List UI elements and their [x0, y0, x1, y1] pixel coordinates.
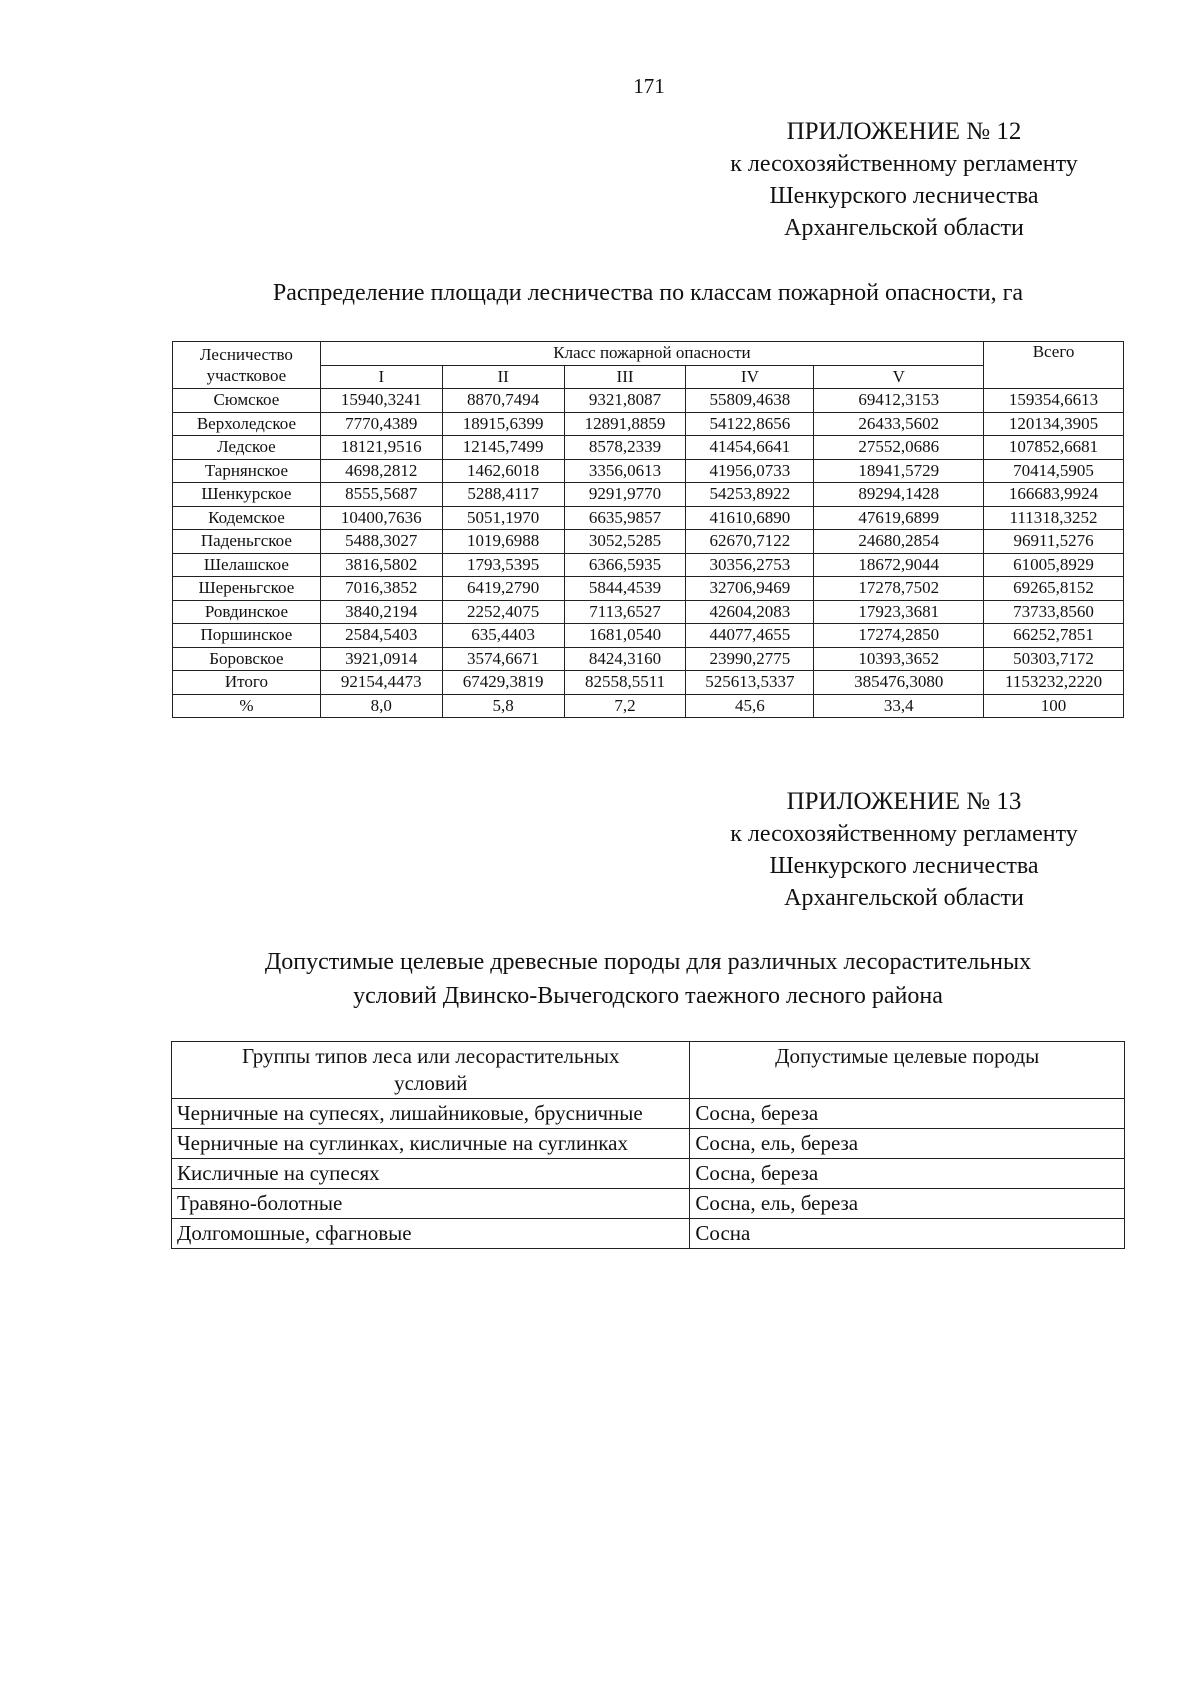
table-row	[173, 671, 1124, 695]
area-value: 6635,9857	[564, 506, 686, 530]
area-value: 47619,6899	[814, 506, 984, 530]
forestry-name: Верхоледское	[173, 412, 321, 436]
table-row	[172, 1189, 1125, 1219]
table-row	[173, 553, 1124, 577]
target-species: Сосна, ель, береза	[690, 1129, 1125, 1159]
area-value: 8578,2339	[564, 436, 686, 460]
table-row	[173, 577, 1124, 601]
header-fire-class: Класс пожарной опасности	[320, 342, 983, 366]
row-total: 50303,7172	[984, 647, 1124, 671]
area-value: 18941,5729	[814, 459, 984, 483]
table-row	[173, 506, 1124, 530]
appendix-title: ПРИЛОЖЕНИЕ № 12	[786, 118, 1022, 145]
area-value: 385476,3080	[814, 671, 984, 695]
area-value: 6366,5935	[564, 553, 686, 577]
area-value: 8424,3160	[564, 647, 686, 671]
area-value: 24680,2854	[814, 530, 984, 554]
area-value: 23990,2775	[686, 647, 814, 671]
area-value: 17278,7502	[814, 577, 984, 601]
area-value: 8870,7494	[442, 389, 564, 413]
row-total: 96911,5276	[984, 530, 1124, 554]
forest-group: Долгомошные, сфагновые	[172, 1219, 690, 1249]
area-value: 7770,4389	[320, 412, 442, 436]
area-value: 5844,4539	[564, 577, 686, 601]
row-total: 70414,5905	[984, 459, 1124, 483]
area-value: 1681,0540	[564, 624, 686, 648]
area-value: 1462,6018	[442, 459, 564, 483]
area-value: 89294,1428	[814, 483, 984, 507]
area-value: 17923,3681	[814, 600, 984, 624]
forestry-name: Шенкурское	[173, 483, 321, 507]
area-value: 69412,3153	[814, 389, 984, 413]
area-value: 5051,1970	[442, 506, 564, 530]
page-number: 171	[633, 74, 665, 98]
header-total: Всего	[984, 342, 1124, 389]
area-value: 6419,2790	[442, 577, 564, 601]
header-class-i: I	[320, 365, 442, 389]
header-forestry: Лесничество участковое	[173, 342, 321, 389]
row-total: 73733,8560	[984, 600, 1124, 624]
area-value: 12891,8859	[564, 412, 686, 436]
forestry-name: Итого	[173, 671, 321, 695]
appendix-line: к лесохозяйственному регламенту	[730, 821, 1078, 847]
table-row	[172, 1219, 1125, 1249]
table-row	[173, 389, 1124, 413]
caption-line: Допустимые целевые древесные породы для различных лесорастительных	[264, 949, 1032, 975]
area-value: 54253,8922	[686, 483, 814, 507]
fire-danger-table	[172, 341, 1124, 718]
area-value: 18672,9044	[814, 553, 984, 577]
area-value: 45,6	[686, 694, 814, 718]
area-value: 17274,2850	[814, 624, 984, 648]
area-value: 1793,5395	[442, 553, 564, 577]
caption-line: условий Двинско-Вычегодского таежного лесного района	[353, 983, 943, 1009]
header-forest-groups: Группы типов леса или лесорастительных условий	[172, 1042, 690, 1099]
target-species: Сосна, береза	[690, 1099, 1125, 1129]
row-total: 61005,8929	[984, 553, 1124, 577]
area-value: 3840,2194	[320, 600, 442, 624]
appendix-line: к лесохозяйственному регламенту	[730, 151, 1078, 177]
species-table-caption	[172, 945, 1124, 1013]
table-row	[173, 530, 1124, 554]
area-value: 525613,5337	[686, 671, 814, 695]
target-species: Сосна	[690, 1219, 1125, 1249]
row-total: 120134,3905	[984, 412, 1124, 436]
area-value: 18121,9516	[320, 436, 442, 460]
table-row	[173, 412, 1124, 436]
appendix-line: Шенкурского лесничества	[769, 183, 1039, 209]
area-value: 8,0	[320, 694, 442, 718]
forest-group: Кисличные на супесях	[172, 1159, 690, 1189]
forestry-name: Поршинское	[173, 624, 321, 648]
area-value: 15940,3241	[320, 389, 442, 413]
area-value: 33,4	[814, 694, 984, 718]
area-value: 7113,6527	[564, 600, 686, 624]
forest-group: Травяно-болотные	[172, 1189, 690, 1219]
forestry-name: Сюмское	[173, 389, 321, 413]
header-target-species: Допустимые целевые породы	[690, 1042, 1125, 1099]
area-value: 67429,3819	[442, 671, 564, 695]
area-value: 26433,5602	[814, 412, 984, 436]
area-value: 9321,8087	[564, 389, 686, 413]
area-value: 54122,8656	[686, 412, 814, 436]
header-class-ii: II	[442, 365, 564, 389]
table-row	[173, 459, 1124, 483]
area-value: 1019,6988	[442, 530, 564, 554]
forestry-name: %	[173, 694, 321, 718]
target-species: Сосна, ель, береза	[690, 1189, 1125, 1219]
row-total: 111318,3252	[984, 506, 1124, 530]
forestry-name: Тарнянское	[173, 459, 321, 483]
area-value: 4698,2812	[320, 459, 442, 483]
area-value: 5,8	[442, 694, 564, 718]
forest-group: Черничные на суглинках, кисличные на суглинках	[172, 1129, 690, 1159]
area-value: 3356,0613	[564, 459, 686, 483]
row-total: 69265,8152	[984, 577, 1124, 601]
area-value: 7,2	[564, 694, 686, 718]
appendix-12-heading	[684, 116, 1124, 244]
fire-table-caption: Распределение площади лесничества по классам пожарной опасности, га	[272, 280, 1024, 306]
table-row	[173, 624, 1124, 648]
appendix-line: Архангельской области	[784, 215, 1024, 241]
area-value: 62670,7122	[686, 530, 814, 554]
area-value: 635,4403	[442, 624, 564, 648]
area-value: 3574,6671	[442, 647, 564, 671]
area-value: 44077,4655	[686, 624, 814, 648]
table-row	[173, 600, 1124, 624]
area-value: 5288,4117	[442, 483, 564, 507]
area-value: 10400,7636	[320, 506, 442, 530]
forestry-name: Ледское	[173, 436, 321, 460]
table-row	[172, 1129, 1125, 1159]
area-value: 5488,3027	[320, 530, 442, 554]
area-value: 12145,7499	[442, 436, 564, 460]
forestry-name: Паденьгское	[173, 530, 321, 554]
area-value: 2252,4075	[442, 600, 564, 624]
area-value: 41956,0733	[686, 459, 814, 483]
row-total: 100	[984, 694, 1124, 718]
area-value: 2584,5403	[320, 624, 442, 648]
area-value: 82558,5511	[564, 671, 686, 695]
target-species-table	[171, 1041, 1125, 1249]
appendix-13-heading	[684, 786, 1124, 914]
forestry-name: Ровдинское	[173, 600, 321, 624]
area-value: 27552,0686	[814, 436, 984, 460]
forestry-name: Кодемское	[173, 506, 321, 530]
area-value: 32706,9469	[686, 577, 814, 601]
appendix-line: Архангельской области	[784, 885, 1024, 911]
area-value: 8555,5687	[320, 483, 442, 507]
area-value: 10393,3652	[814, 647, 984, 671]
forestry-name: Шелашское	[173, 553, 321, 577]
area-value: 9291,9770	[564, 483, 686, 507]
forest-group: Черничные на супесях, лишайниковые, брусничные	[172, 1099, 690, 1129]
table-row	[173, 436, 1124, 460]
row-total: 166683,9924	[984, 483, 1124, 507]
area-value: 42604,2083	[686, 600, 814, 624]
area-value: 7016,3852	[320, 577, 442, 601]
row-total: 1153232,2220	[984, 671, 1124, 695]
area-value: 3052,5285	[564, 530, 686, 554]
area-value: 55809,4638	[686, 389, 814, 413]
area-value: 92154,4473	[320, 671, 442, 695]
table-row	[172, 1099, 1125, 1129]
appendix-line: Шенкурского лесничества	[769, 853, 1039, 879]
header-class-iv: IV	[686, 365, 814, 389]
area-value: 3921,0914	[320, 647, 442, 671]
forestry-name: Шереньгское	[173, 577, 321, 601]
row-total: 159354,6613	[984, 389, 1124, 413]
forestry-name: Боровское	[173, 647, 321, 671]
target-species: Сосна, береза	[690, 1159, 1125, 1189]
appendix-title: ПРИЛОЖЕНИЕ № 13	[786, 788, 1022, 815]
area-value: 41610,6890	[686, 506, 814, 530]
header-class-iii: III	[564, 365, 686, 389]
row-total: 107852,6681	[984, 436, 1124, 460]
table-row	[173, 647, 1124, 671]
area-value: 41454,6641	[686, 436, 814, 460]
table-row	[172, 1159, 1125, 1189]
area-value: 30356,2753	[686, 553, 814, 577]
row-total: 66252,7851	[984, 624, 1124, 648]
table-row	[173, 694, 1124, 718]
area-value: 18915,6399	[442, 412, 564, 436]
table-row	[173, 483, 1124, 507]
header-class-v: V	[814, 365, 984, 389]
area-value: 3816,5802	[320, 553, 442, 577]
